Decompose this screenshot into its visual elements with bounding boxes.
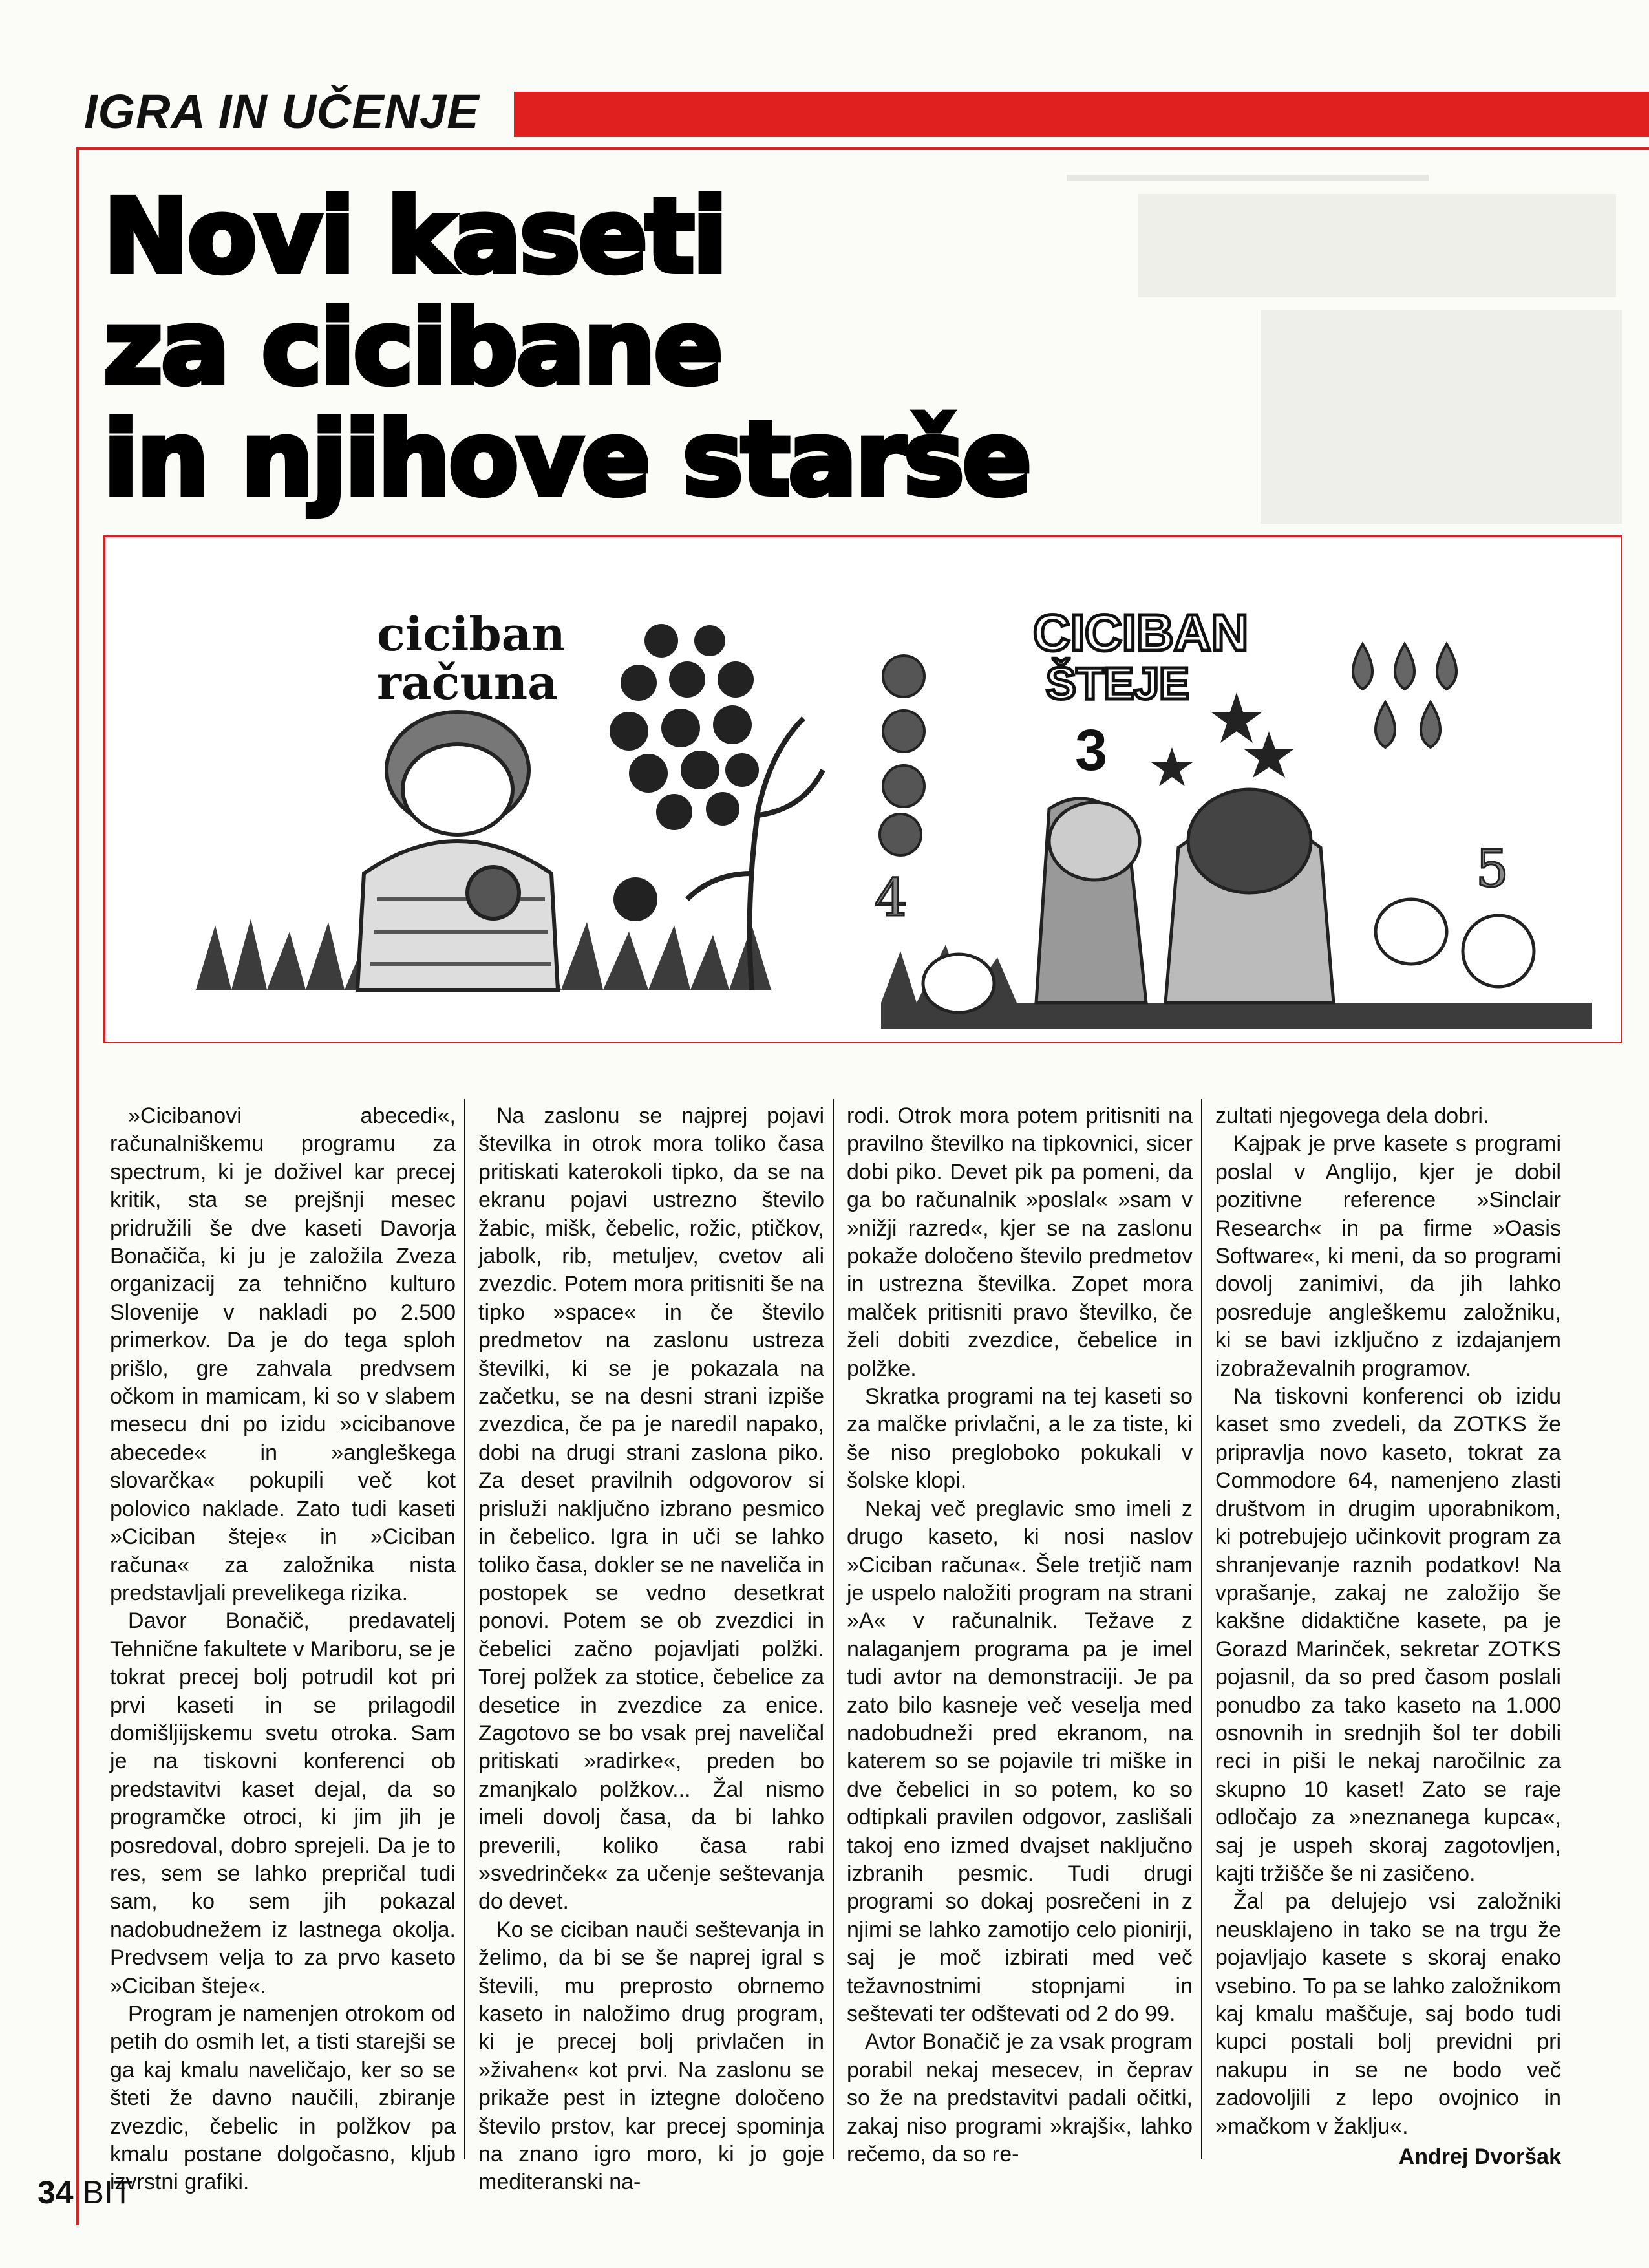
children-figures <box>923 789 1534 1012</box>
article-title <box>103 177 1125 519</box>
paragraph: Davor Bonačič, predavatelj Tehnične fakultete v Mariboru, se je tokrat precej bolj potrudil kot pri prvi kaseti in se prilagodil domišljijskemu svetu otroka. Sam je na tiskovni konferenci ob predstavitvi kaset dejal, da so programčke otroci, ki jim jih je posredoval, dobro sprejeli. Da je to res, sem se lahko prepričal tudi sam, ko sem jih pokazal nadobudnežem iz lastnega okolja. Predvsem velja to za prvo kaseto »Ciciban šteje«. <box>110 1609 456 1998</box>
paragraph: Ko se ciciban nauči seštevanja in želimo, da bi se še naprej igral s števili, mu preprosto obrnemo kaseto in naložimo drug program, ki je precej bolj privlačen in »živahen« kot prvi. Na zaslonu se prikaže pest in iztegne določeno število prstov, kar precej spominja na znano igro moro, ki jo goje mediteranski na- <box>478 1917 824 2195</box>
paragraph: Na tiskovni konferenci ob izidu kaset smo zvedeli, da ZOTKS že pripravlja novo kaseto, tokrat za Commodore 64, namenjeno zlasti društvom in drugim uporabnikom, ki potrebujejo učinkovit program za shranjevanje raznih podatkov! Na vprašanje, zakaj ne založijo še kakšne didaktične kasete, pa je Gorazd Marinček, sekretar ZOTKS pojasnil, da so pred časom poslali ponudbo za tako kaseto na 1.000 osnovnih in srednjih šol ter dobili reci in piši le nekaj naročilnic za skupno 10 kaset! Zato se raje odločajo za »neznanega kupca«, saj je uspeh skoraj zagotovljen, kajti tržišče še ni zasičeno. <box>1215 1384 1561 1886</box>
title-line: in njihove starše <box>103 400 1030 519</box>
paragraph: Žal pa delujejo vsi založniki neusklajeno in tako se na trgu že pojavljajo kasete s skoraj enako vsebino. To pa se lahko založnikom kaj kmalu maščuje, saj bodo tudi kupci postali bolj previdni pri nakupu in se ne bodo več zadovoljili z lepo ovojnico in »mačkom v žaklju«. <box>1215 1889 1561 2139</box>
author-signature: Andrej Dvoršak <box>1398 2145 1561 2170</box>
ciciban-racuna-logo-line-1: ciciban <box>377 606 566 661</box>
page-footer <box>37 2174 133 2211</box>
title-line: Novi kaseti <box>103 177 726 296</box>
magazine-name: BIT <box>82 2174 133 2210</box>
paragraph: Kajpak je prve kasete s programi poslal v Anglijo, kjer je dobil pozitivne reference »Sinclair Research« in pa firme »Oasis Software«, ki meni, da so programi dovolj zanimivi, da jih lahko posreduje angleškemu založniku, ki se bavi izključno z izdajanjem izobraževalnih programov. <box>1215 1131 1561 1381</box>
pears <box>1353 644 1456 747</box>
paragraph: rodi. Otrok mora potem pritisniti na pravilno številko na tipkovnici, sicer dobi piko. Devet pik pa pomeni, da ga bo računalnik »poslal« »sam v »nižji razred«, kjer se na zaslonu pokaže določeno število predmetov in ustrezna številka. Zopet mora malček pritisniti pravo številko, če želi dobiti zvezdice, čebelice in polžke. <box>847 1104 1193 1381</box>
title-line: za cicibane <box>103 288 721 407</box>
paragraph: Nekaj več preglavic smo imeli z drugo kaseto, ki nosi naslov »Ciciban računa«. Šele tretjič nam je uspelo naložiti program na strani »A« v računalnik. Težave z nalaganjem programa pa je imel tudi avtor na demonstraciji. Je pa zato bilo kasneje več veselja med nadobudneži pred ekranom, na katerem so se pojavile tri miške in dve čebelici in so potem, ko so odtipkali pravilen odgovor, zaslišali takoj eno izmed dvajset naključno izbranih pesmic. Tudi drugi programi so dokaj posrečeni in z njimi se lahko zamotijo celo pionirji, saj je moč izbirati med več težavnostnimi stopnjami in seštevati ter odštevati od 2 do 99. <box>847 1496 1193 2026</box>
paragraph: Avtor Bonačič je za vsak program porabil nekaj mesecev, in čeprav so že na predstavitvi padali očitki, zakaj niso programi »krajši«, lahko rečemo, da so re- <box>847 2029 1193 2167</box>
ciciban-racuna-logo-line-2: računa <box>377 655 558 710</box>
section-color-bar <box>514 92 1649 137</box>
column-separator <box>464 1099 465 2159</box>
section-label: IGRA IN UČENJE <box>84 85 480 138</box>
article-column-2 <box>478 1102 824 2197</box>
illustration-art <box>105 537 1621 1042</box>
paragraph: Program je namenjen otrokom od petih do osmih let, a tisti starejši se ga kaj kmalu naveličajo, ker so se šteti že davno naučili, zbiranje zvezdic, čebelic in polžkov pa kmalu postane dolgočasno, kljub izvrstni grafiki. <box>110 2002 456 2195</box>
boy-figure <box>357 712 558 990</box>
paragraph: »Cicibanovi abecedi«, računalniškemu programu za spectrum, ki je doživel kar precej kritik, sta se prejšnji mesec pridružili še dve kaseti Davorja Bonačiča, ki ju je založila Zveza organizacij za tehnično kulturo Slovenije v nakladi po 2.500 primerkov. Da je do tega sploh prišlo, gre zahvala predvsem očkom in mamicam, ki so v slabem mesecu dni po izidu »cicibanove abecede« in »angleškega slovarčka« pokupili več kot polovico naklade. Zato tudi kaseti »Ciciban šteje« in »Ciciban računa« za založnika nista predstavljali prevelikega rizika. <box>110 1104 456 1605</box>
number-three: 3 <box>1075 718 1108 783</box>
cassette-illustration <box>103 535 1622 1043</box>
paragraph: zultati njegovega dela dobri. <box>1215 1104 1489 1128</box>
balls <box>880 656 924 855</box>
number-four: 4 <box>875 868 908 928</box>
page-number: 34 <box>37 2174 74 2210</box>
paragraph: Skratka programi na tej kaseti so za malčke privlačni, a le za tiste, ki še niso pregloboko pokukali v šolske klopi. <box>847 1384 1193 1493</box>
number-five: 5 <box>1476 839 1509 899</box>
article-column-3 <box>847 1102 1193 2168</box>
article-column-1 <box>110 1102 456 2197</box>
article-column-4 <box>1215 1102 1561 2171</box>
column-separator <box>1201 1099 1202 2159</box>
paragraph: Na zaslonu se najprej pojavi številka in otrok mora toliko časa pritiskati katerokoli tipko, da se na ekranu pojavi ustrezno število žabic, mišk, čebelic, rožic, ptičkov, jabolk, rib, metuljev, cvetov ali zvezdic. Potem mora pritisniti še na tipko »space« in če število predmetov na zaslonu ustreza številki, ki se je pokazala na začetku, se na desni strani izpiše zvezdica, če pa je naredil napako, dobi na drugi strani zaslona piko. Za deset pravilnih odgovorov si prisluži naključno izbrano pesmico in čebelico. Igra in uči se lahko toliko časa, dokler se ne naveliča in postopek se vedno desetkrat ponovi. Potem se ob zvezdici in čebelici začno pojavljati polžki. Torej polžek za stotice, čebelice za desetice in zvezdice za enice. Zagotovo se bo vsak prej naveličal pritiskati »radirke«, preden bo zmanjkalo polžkov... Žal nismo imeli dovolj časa, da bi lahko preverili, koliko časa rabi »svedrinček« za učenje seštevanja do devet. <box>478 1104 824 1914</box>
ciciban-steje-logo-line-2: ŠTEJE <box>1046 658 1189 709</box>
ciciban-steje-logo-line-1: CICIBAN <box>1033 604 1249 661</box>
column-separator <box>833 1099 834 2159</box>
